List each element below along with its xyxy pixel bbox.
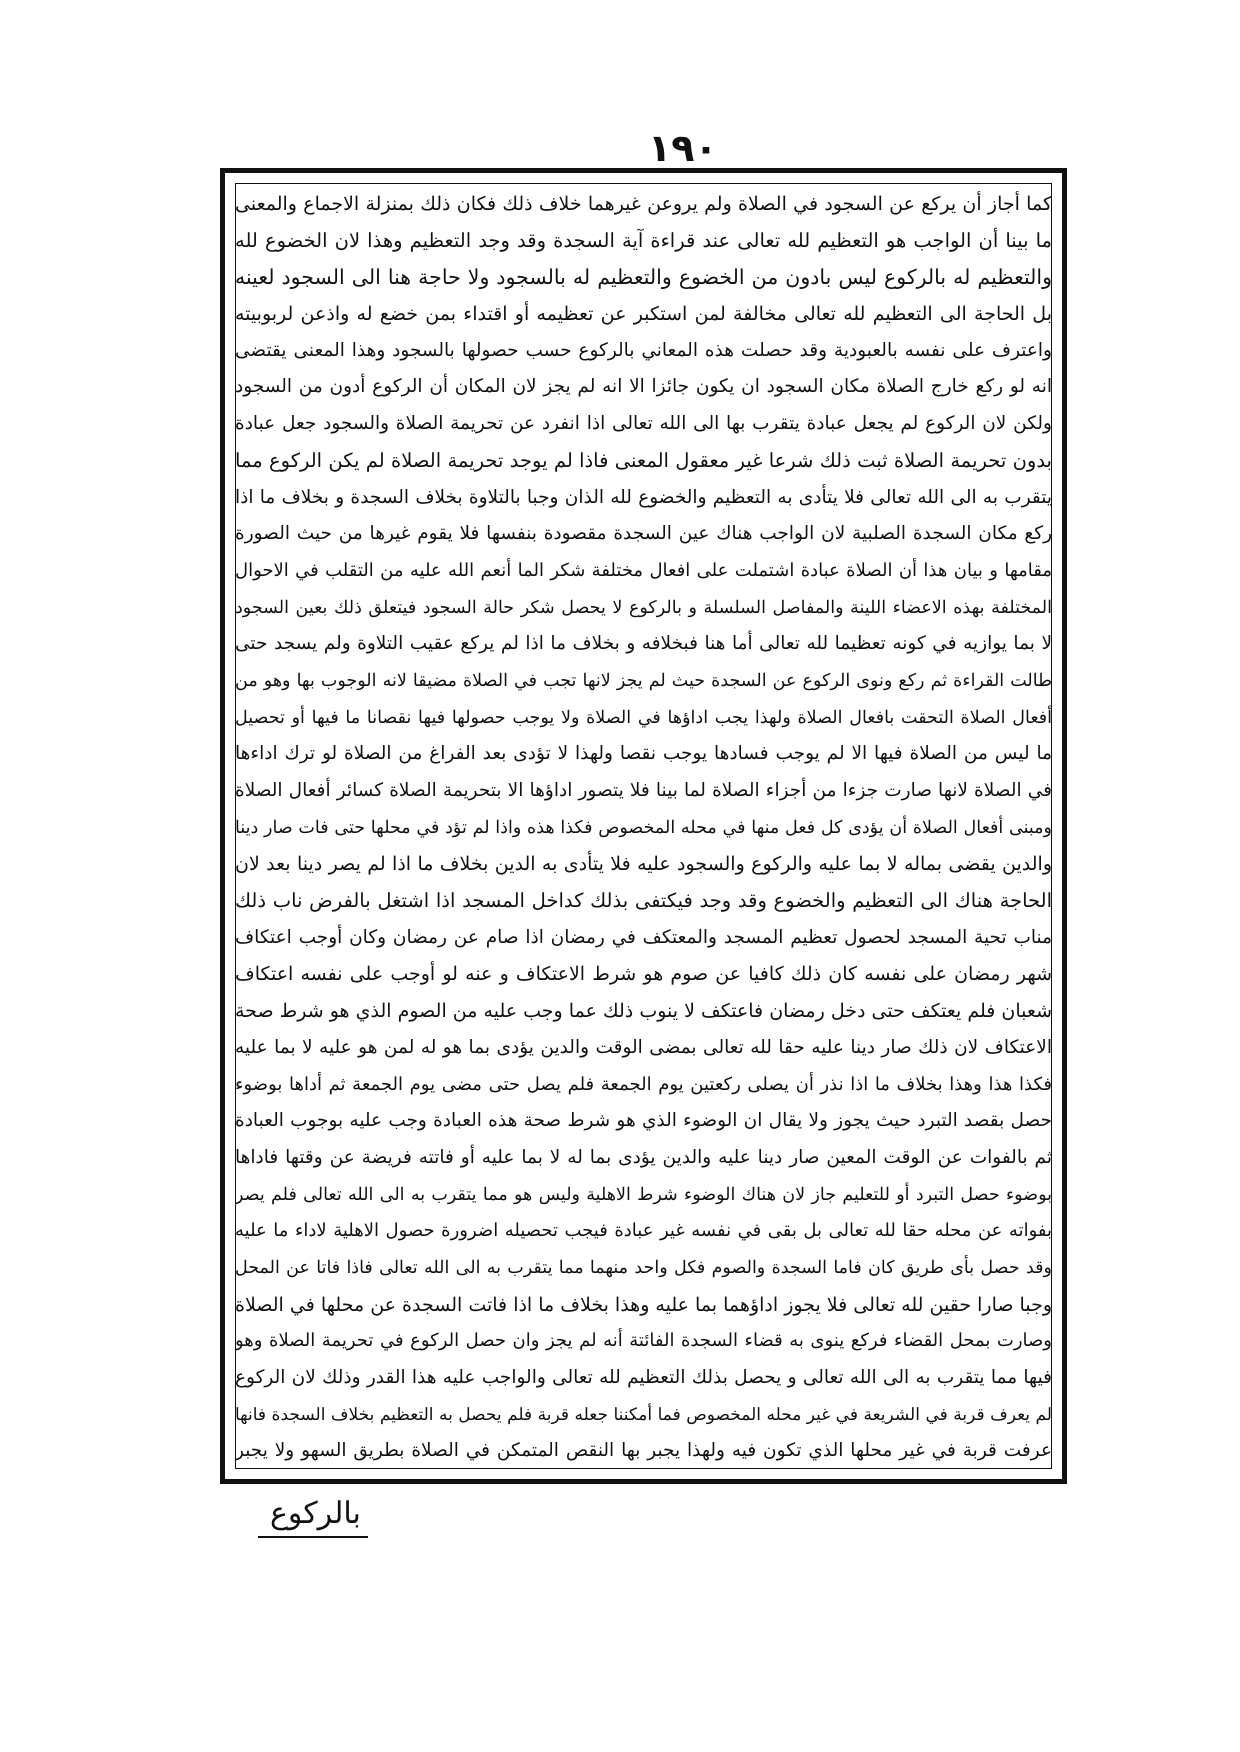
text-line: في الصلاة لانها صارت جزءا من أجزاء الصلاة لما بينا فلا يتصور اداؤها الا بتحريمة الصلاة كسائر أفعال الصلاة [235,780,1052,801]
text-line: انه لو ركع خارج الصلاة مكان السجود ان يكون جائزا الا انه لم يجز لان المكان أن الركوع أدون من السجود [235,376,1052,398]
text-line: يتقرب به الى الله تعالى فلا يتأدى به التعظيم والخضوع لله الذان وجبا بالتلاوة بخلاف السجدة و بخلاف ما اذا [235,486,1052,508]
text-line: بل الحاجة الى التعظيم لله تعالى مخالفة لمن استكبر عن تعظيمه أو اقتداء بمن خضع له واذعن لربوبيته [235,303,1052,326]
text-line: فيها مما يتقرب به الى الله تعالى و يحصل بذلك التعظيم لله تعالى والواجب عليه هذا القدر وذلك لان الركوع [235,1367,1052,1388]
text-line: والدين يقضى بماله لا بما عليه والركوع والسجود عليه فلا يتأدى به الدين بخلاف ما اذا لم يصر دينا بعد لان [235,853,1052,876]
text-line: الاعتكاف لان ذلك صار دينا عليه حقا لله تعالى بمضى الوقت والدين يؤدى بما هو له لمن هو عليه لا بما عليه [235,1036,1052,1058]
catchword: بالركوع [270,1496,361,1531]
text-line: ولكن لان الركوع لم يجعل عبادة يتقرب بها الى الله تعالى اذا انفرد عن تحريمة الصلاة والسجود جعل عبادة [235,413,1052,435]
text-line: ومبنى أفعال الصلاة أن يؤدى كل فعل منها في محله المخصوص فكذا هذه واذا لم تؤد في محلها حتى فات صار دينا [235,817,1052,838]
text-body [235,185,1052,1469]
text-line: عرفت قربة في غير محلها الذي تكون فيه ولهذا يجبر بها النقص المتمكن في الصلاة بطريق السهو ولا يجبر [235,1440,1052,1462]
text-line: وجبا صارا حقين لله تعالى فلا يجوز اداؤهما بما عليه وهذا بخلاف ما اذا فاتت السجدة عن محلها في الصلاة [235,1293,1052,1316]
text-line: بوضوء حصل التبرد أو للتعليم جاز لان هناك الوضوء شرط الاهلية وليس هو مما يتقرب به الى الله تعالى فلم يصر [235,1184,1052,1205]
text-line: طالت القراءة ثم ركع ونوى الركوع عن السجدة حيث لم يجز لانها تجب في الصلاة مضيقا لانه الوجوب بها وهو من [235,670,1052,691]
text-line: أفعال الصلاة التحقت بافعال الصلاة ولهذا يجب اداؤها في الصلاة ولا يوجب حصولها فيها نقصانا ما فيها أو تحصيل [235,707,1052,728]
text-line: كما أجاز أن يركع عن السجود في الصلاة ولم يروعن غيرهما خلاف ذلك فكان ذلك بمنزلة الاجماع والمعنى [235,193,1052,215]
text-line: واعترف على نفسه بالعبودية وقد حصلت هذه المعاني بالركوع حسب حصولها بالسجود وهذا المعنى يقتضى [235,339,1052,361]
text-line: شهر رمضان على نفسه كان ذلك كافيا عن صوم هو شرط الاعتكاف و عنه لو أوجب على نفسه اعتكاف [235,963,1052,986]
text-line: لا بما يوازيه في كونه تعظيما لله تعالى أما هنا فبخلافه و بخلاف ما اذا لم يركع عقيب التلاوة ولم يسجد حتى [235,633,1052,655]
text-line: مناب تحية المسجد لحصول تعظيم المسجد والمعتكف في رمضان اذا صام عن رمضان وكان أوجب اعتكاف [235,926,1052,948]
text-line: وصارت بمحل القضاء فركع ينوى به قضاء السجدة الفائتة أنه لم يجز وان حصل الركوع في تحريمة الصلاة وهو [235,1330,1052,1352]
text-line: مقامها و بيان هذا أن الصلاة عبادة اشتملت على افعال مختلفة شكر الما أنعم الله عليه من التقلب في الاحوال [235,559,1052,581]
text-line: حصل بقصد التبرد حيث يجوز ولا يقال ان الوضوء الذي هو شرط صحة هذه العبادة وجب عليه بوجوب العبادة [235,1110,1052,1132]
text-line: شعبان فلم يعتكف حتى دخل رمضان فاعتكف لا ينوب ذلك عما وجب عليه من الصوم الذي هو شرط صحة [235,1000,1052,1023]
catchword-underline [258,1536,368,1538]
page-frame [220,168,1067,1484]
text-line: ثم بالفوات عن الوقت المعين صار دينا عليه والدين يؤدى بما له لا بما عليه أو فاتته فريضة عن وقتها فاداها [235,1146,1052,1168]
text-line: المختلفة بهذه الاعضاء اللينة والمفاصل السلسلة و بالركوع لا يحصل شكر حالة السجود فيتعلق ذلك بعين السجود [235,597,1052,618]
text-line: لم يعرف قربة في الشريعة في غير محله المخصوص فما أمكننا جعله قربة فلم يحصل به التعظيم بخلاف السجدة فانها [235,1404,1052,1425]
text-line: والتعظيم له بالركوع ليس بادون من الخضوع والتعظيم له بالسجود ولا حاجة هنا الى السجود لعينه [235,265,1052,290]
text-line: ما بينا أن الواجب هو التعظيم لله تعالى عند قراءة آية السجدة وقد وجد التعظيم وهذا لان الخضوع لله [235,228,1052,252]
text-line: وقد حصل بأى طريق كان فاما السجدة والصوم فكل واحد منهما مما يتقرب به الى الله تعالى فاذا فاتا عن المحل [235,1257,1052,1278]
text-line: ما ليس من الصلاة فيها الا لم يوجب فسادها يوجب نقصا ولهذا لا تؤدى بعد الفراغ من الصلاة لو ترك اداءها [235,743,1052,765]
text-line: الحاجة هناك الى التعظيم والخضوع وقد وجد فيكتفى بذلك كداخل المسجد اذا اشتغل بالفرض ناب ذلك [235,889,1052,913]
page-number: ١٩٠ [648,126,718,170]
text-line: بفواته عن محله حقا لله تعالى بل بقى في نفسه غير عبادة فيجب تحصيله اضرورة حصول الاهلية لاداء ما عليه [235,1220,1052,1242]
text-line: فكذا هذا وهذا بخلاف ما اذا نذر أن يصلى ركعتين يوم الجمعة فلم يصل حتى مضى يوم الجمعة ثم أداها بوضوء [235,1073,1052,1095]
text-line: ركع مكان السجدة الصلبية لان الواجب هناك عين السجدة مقصودة بنفسها فلا يقوم غيرها من حيث الصورة [235,523,1052,545]
text-line: بدون تحريمة الصلاة ثبت ذلك شرعا غير معقول المعنى فاذا لم يوجد تحريمة الصلاة لم يكن الركوع مما [235,448,1052,472]
